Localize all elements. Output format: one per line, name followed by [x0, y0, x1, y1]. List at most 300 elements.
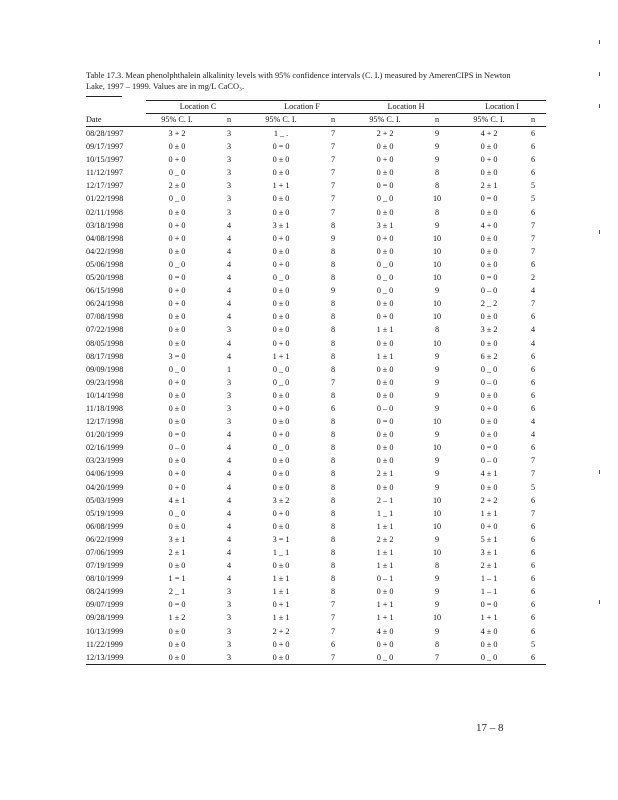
n-cell: 8 [330, 495, 336, 505]
ci-cell: 0 ± 0 [272, 194, 290, 204]
n-cell: 3 [226, 613, 232, 623]
date-cell: 04/06/1999 [86, 469, 124, 479]
ci-cell: 0 ± 0 [168, 403, 186, 413]
ci-cell: 3 ± 1 [480, 548, 498, 557]
n-cell: 8 [330, 456, 336, 466]
n-cell: 4 [226, 299, 232, 309]
ci-cell: 2 ± 2 [376, 534, 394, 544]
n-cell: 6 [530, 613, 536, 623]
n-cell: 10 [432, 312, 442, 322]
ci-cell: 1 ± 1 [376, 561, 394, 571]
n-cell: 8 [330, 390, 336, 400]
n-cell: 10 [432, 443, 442, 453]
n-header: n [208, 114, 250, 127]
ci-cell: 3 + 2 [168, 129, 186, 138]
n-cell: 3 [226, 626, 232, 636]
scan-mark [599, 470, 600, 474]
ci-cell: 0 ± 0 [480, 233, 498, 243]
ci-cell: 0 _ 0 [168, 364, 186, 374]
table-row [86, 415, 546, 428]
date-cell: 06/22/1999 [86, 534, 124, 544]
table-row [86, 140, 546, 153]
n-cell: 6 [530, 259, 536, 269]
ci-cell: 0 _ 0 [376, 259, 394, 269]
n-cell: 6 [520, 651, 546, 665]
table-row [86, 323, 546, 336]
ci-cell: 0 _ 0 [376, 273, 394, 283]
n-cell: 7 [330, 129, 336, 138]
ci-cell: 0 _ 0 [354, 651, 416, 665]
date-cell: 05/06/1998 [86, 259, 124, 269]
n-cell: 5 [530, 639, 536, 649]
ci-cell: 0 ± 0 [168, 390, 186, 400]
ci-cell: 0 + 0 [168, 377, 186, 387]
n-cell: 10 [432, 338, 442, 348]
n-cell: 7 [530, 508, 536, 518]
ci-cell: 0 + 0 [272, 639, 290, 649]
ci-cell: 0 + 0 [168, 469, 186, 479]
ci-cell: 0 + 0 [480, 521, 498, 531]
n-cell: 3 [226, 207, 232, 217]
ci-cell: 2 _ 2 [480, 299, 498, 309]
date-cell: 09/09/1998 [86, 364, 124, 374]
table-row [86, 310, 546, 323]
alkalinity-table-container [86, 100, 546, 665]
ci-cell: 0 _ 0 [168, 194, 186, 204]
n-cell: 6 [530, 495, 536, 505]
n-cell: 8 [434, 325, 440, 335]
ci-cell: 0 ± 0 [168, 338, 186, 348]
ci-cell: 0 + 0 [272, 430, 290, 440]
table-row [86, 598, 546, 611]
ci-cell: 0 ± 0 [376, 587, 394, 597]
n-cell: 6 [530, 548, 536, 557]
table-row [86, 428, 546, 441]
ci-cell: 0 _ 0 [272, 273, 290, 283]
ci-cell: 2 ± 1 [480, 181, 498, 191]
n-cell: 6 [530, 626, 536, 636]
n-header: n [416, 114, 458, 127]
ci-cell: 0 + 0 [272, 233, 290, 243]
n-cell: 4 [226, 482, 232, 492]
table-row [86, 389, 546, 402]
n-cell: 6 [530, 364, 536, 374]
date-cell: 06/08/1999 [86, 521, 124, 531]
ci-cell: 1 + 1 [272, 181, 290, 191]
n-cell: 6 [530, 155, 536, 165]
date-cell: 04/08/1998 [86, 233, 124, 243]
ci-cell: 0 ± 0 [480, 338, 498, 348]
n-cell: 4 [226, 521, 232, 531]
date-cell: 05/03/1999 [86, 495, 124, 505]
n-cell: 6 [530, 168, 536, 178]
ci-cell: 0 + 0 [376, 155, 394, 165]
ci-header: 95% C. I. [250, 114, 312, 127]
n-cell: 5 [530, 194, 536, 204]
n-cell: 6 [530, 587, 536, 597]
date-cell: 07/08/1998 [86, 312, 124, 322]
n-cell: 6 [530, 534, 536, 544]
n-cell: 9 [434, 142, 440, 152]
date-cell: 10/14/1998 [86, 390, 124, 400]
n-cell: 3 [226, 639, 232, 649]
n-cell: 8 [434, 181, 440, 191]
ci-cell: 0 _ 0 [272, 377, 290, 387]
n-cell: 2 [530, 273, 536, 283]
ci-cell: 2 + 2 [480, 495, 498, 505]
date-cell: 09/23/1998 [86, 377, 124, 387]
n-cell: 4 [226, 495, 232, 505]
n-cell: 10 [432, 233, 442, 243]
n-cell: 4 [226, 233, 232, 243]
date-cell: 01/22/1998 [86, 194, 124, 204]
scan-mark [599, 600, 600, 604]
n-cell: 3 [226, 129, 232, 138]
ci-cell: 1 _ 1 [376, 508, 394, 518]
n-cell: 8 [330, 521, 336, 531]
scan-mark [599, 230, 600, 234]
table-row [86, 271, 546, 284]
table-row [86, 192, 546, 205]
n-cell: 8 [330, 325, 336, 335]
date-cell: 01/20/1999 [86, 430, 124, 440]
ci-cell: 0 ± 0 [480, 482, 498, 492]
date-cell: 09/07/1999 [86, 600, 124, 610]
ci-cell: 0 _ 0 [168, 508, 186, 518]
n-cell: 1 [226, 364, 232, 374]
ci-cell: 0 = 0 [480, 600, 498, 610]
n-header: n [312, 114, 354, 127]
ci-cell: 1 ± 1 [376, 521, 394, 531]
table-row [86, 520, 546, 533]
table-row [86, 206, 546, 219]
table-row [86, 350, 546, 363]
n-cell: 3 [226, 600, 232, 610]
n-cell: 7 [530, 246, 536, 256]
n-cell: 8 [330, 220, 336, 230]
ci-cell: 0 ± 0 [168, 325, 186, 335]
n-cell: 3 [226, 194, 232, 204]
n-cell: 6 [330, 403, 336, 413]
n-cell: 3 [226, 168, 232, 178]
n-cell: 4 [226, 469, 232, 479]
n-cell: 10 [432, 299, 442, 309]
n-cell: 7 [330, 181, 336, 191]
n-cell: 9 [434, 534, 440, 544]
date-cell: 10/15/1997 [86, 155, 124, 165]
ci-cell: 0 ± 0 [168, 639, 186, 649]
table-row [86, 507, 546, 520]
ci-cell: 0 ± 0 [168, 312, 186, 322]
ci-cell: 0 + 0 [376, 312, 394, 322]
date-cell: 11/22/1999 [86, 639, 123, 649]
date-cell: 05/20/1998 [86, 273, 124, 283]
n-cell: 3 [226, 403, 232, 413]
location-i-header: Location I [458, 101, 546, 114]
n-cell: 3 [226, 142, 232, 152]
date-cell: 12/17/1998 [86, 417, 124, 427]
ci-cell: 0 – 0 [480, 377, 498, 387]
ci-cell: 1 ± 1 [272, 613, 290, 623]
n-cell: 9 [434, 364, 440, 374]
table-caption: Table 17.3. Mean phenolphthalein alkalinity levels with 95% confidence intervals (C. I.) measured by AmerenCIPS in Newton Lake, 1997 – 1999. Values are in mg/L CaCO₃. [86, 71, 511, 91]
n-cell: 10 [432, 508, 442, 518]
n-cell: 10 [432, 273, 442, 283]
ci-cell: 0 ± 0 [272, 482, 290, 492]
table-row [86, 481, 546, 494]
ci-cell: 0 ± 0 [272, 246, 290, 256]
n-cell: 4 [226, 508, 232, 518]
ci-cell: 5 ± 1 [480, 534, 498, 544]
table-row [86, 232, 546, 245]
date-cell: 07/06/1999 [86, 548, 124, 557]
table-row [86, 638, 546, 651]
n-cell: 4 [226, 534, 232, 544]
n-cell: 8 [330, 338, 336, 348]
n-cell: 7 [330, 207, 336, 217]
ci-cell: 0 _ 0 [480, 364, 498, 374]
n-cell: 7 [330, 168, 336, 178]
n-cell: 8 [330, 574, 336, 584]
n-cell: 6 [530, 600, 536, 610]
ci-cell: 0 ± 0 [376, 430, 394, 440]
n-cell: 8 [434, 561, 440, 571]
ci-cell: 0 + 0 [168, 233, 186, 243]
ci-cell: 0 ± 0 [376, 364, 394, 374]
table-row [86, 153, 546, 166]
ci-cell: 0 = 0 [168, 430, 186, 440]
table-row [86, 258, 546, 271]
n-cell: 8 [434, 168, 440, 178]
n-cell: 4 [226, 259, 232, 269]
n-cell: 6 [530, 129, 536, 138]
table-row [86, 166, 546, 179]
ci-cell: 0 ± 0 [272, 456, 290, 466]
ci-cell: 0 ± 0 [250, 651, 312, 665]
ci-cell: 2 ± 0 [168, 181, 186, 191]
ci-cell: 0 ± 0 [272, 312, 290, 322]
ci-cell: 0 + 0 [272, 338, 290, 348]
n-cell: 8 [330, 364, 336, 374]
ci-cell: 0 ± 0 [272, 155, 290, 165]
n-cell: 10 [432, 548, 442, 557]
n-cell: 6 [530, 142, 536, 152]
ci-cell: 0 ± 0 [480, 168, 498, 178]
date-cell: 08/17/1998 [86, 351, 124, 361]
ci-header: 95% C. I. [146, 114, 208, 127]
date-cell: 10/13/1999 [86, 626, 124, 636]
ci-cell: 0 ± 0 [376, 168, 394, 178]
table-row [86, 284, 546, 297]
date-cell: 02/11/1998 [86, 207, 123, 217]
n-cell: 8 [434, 639, 440, 649]
date-cell: 06/24/1998 [86, 299, 124, 309]
alkalinity-table [86, 100, 546, 665]
n-cell: 8 [330, 508, 336, 518]
n-cell: 3 [226, 325, 232, 335]
ci-cell: 0 ± 0 [168, 417, 186, 427]
date-cell: 06/15/1998 [86, 286, 124, 296]
n-cell: 10 [432, 259, 442, 269]
ci-cell: 0 _ 0 [272, 364, 290, 374]
page-number: 17 – 8 [476, 722, 504, 734]
n-cell: 5 [530, 482, 536, 492]
date-cell: 02/16/1999 [86, 443, 124, 453]
n-cell: 8 [330, 417, 336, 427]
ci-cell: 1 = 1 [168, 574, 186, 584]
date-cell: 08/28/1997 [86, 129, 124, 138]
ci-cell: 0 ± 0 [168, 142, 186, 152]
n-cell: 9 [434, 600, 440, 610]
blank-header [86, 101, 146, 114]
table-row [86, 337, 546, 350]
table-row [86, 572, 546, 585]
ci-cell: 2 ± 1 [480, 561, 498, 571]
n-cell: 3 [226, 417, 232, 427]
date-cell: 05/19/1999 [86, 508, 124, 518]
n-cell: 4 [226, 351, 232, 361]
ci-cell: 0 ± 0 [168, 207, 186, 217]
n-cell: 6 [530, 207, 536, 217]
ci-cell: 0 ± 0 [272, 299, 290, 309]
n-cell: 3 [226, 587, 232, 597]
ci-cell: 2 ± 1 [376, 469, 394, 479]
n-cell: 4 [226, 338, 232, 348]
n-cell: 6 [530, 561, 536, 571]
table-row [86, 376, 546, 389]
ci-cell: 0 _ 0 [458, 651, 520, 665]
ci-cell: 0 ± 0 [376, 377, 394, 387]
ci-cell: 0 ± 0 [376, 246, 394, 256]
n-cell: 4 [226, 220, 232, 230]
n-cell: 6 [530, 521, 536, 531]
date-cell: 07/22/1998 [86, 325, 124, 335]
n-cell: 8 [330, 443, 336, 453]
date-cell: 08/05/1998 [86, 338, 124, 348]
n-cell: 4 [226, 246, 232, 256]
scan-mark [599, 104, 600, 108]
n-cell: 3 [226, 377, 232, 387]
table-row [86, 245, 546, 258]
date-cell: 12/13/1999 [86, 651, 146, 665]
date-cell: 11/18/1998 [86, 403, 123, 413]
n-cell: 7 [530, 233, 536, 243]
n-cell: 7 [530, 469, 536, 479]
n-cell: 4 [226, 273, 232, 283]
ci-cell: 1 + 1 [272, 351, 290, 361]
date-cell: 07/19/1999 [86, 561, 124, 571]
ci-cell: 0 ± 0 [272, 168, 290, 178]
date-cell: 09/28/1999 [86, 613, 124, 623]
date-cell: 08/24/1999 [86, 587, 124, 597]
n-cell: 4 [226, 548, 232, 557]
ci-cell: 0 + 0 [272, 508, 290, 518]
n-cell: 4 [226, 574, 232, 584]
date-cell: 12/17/1997 [86, 181, 124, 191]
n-cell: 9 [434, 574, 440, 584]
ci-cell: 1 + 1 [376, 613, 394, 623]
n-header: n [520, 114, 546, 127]
ci-cell: 4 + 2 [480, 129, 498, 138]
ci-cell: 0 + 0 [272, 259, 290, 269]
ci-cell: 0 ± 0 [480, 417, 498, 427]
ci-cell: 0 ± 0 [146, 651, 208, 665]
table-row [86, 402, 546, 415]
ci-cell: 0 ± 0 [480, 639, 498, 649]
n-cell: 4 [226, 443, 232, 453]
ci-cell: 0 = 0 [168, 600, 186, 610]
n-cell: 4 [226, 430, 232, 440]
table-row [86, 297, 546, 310]
n-cell: 7 [530, 456, 536, 466]
scan-mark [599, 72, 600, 76]
table-row [86, 625, 546, 638]
n-cell: 9 [434, 626, 440, 636]
table-row [86, 219, 546, 232]
ci-cell: 2 – 1 [376, 495, 394, 505]
n-cell: 8 [330, 351, 336, 361]
ci-cell: 0 _ 0 [272, 443, 290, 453]
ci-cell: 0 _ 0 [168, 168, 186, 178]
date-header: Date [86, 114, 146, 127]
n-cell: 9 [434, 286, 440, 296]
table-row [86, 179, 546, 192]
ci-cell: 0 – 0 [480, 456, 498, 466]
date-cell: 08/10/1999 [86, 574, 124, 584]
table-row [86, 363, 546, 376]
ci-cell: 0 ± 0 [168, 626, 186, 636]
n-cell: 9 [330, 286, 336, 296]
ci-cell: 0 = 0 [376, 181, 394, 191]
ci-cell: 2 + 2 [272, 626, 290, 636]
caption-rule [86, 96, 122, 97]
ci-cell: 0 = 0 [480, 273, 498, 283]
n-cell: 7 [330, 377, 336, 387]
ci-cell: 1 – 1 [480, 587, 498, 597]
ci-cell: 0 = 0 [272, 142, 290, 152]
ci-cell: 0 ± 0 [480, 390, 498, 400]
ci-cell: 3 = 0 [168, 351, 186, 361]
n-cell: 6 [530, 443, 536, 453]
n-cell: 10 [432, 194, 442, 204]
ci-cell: 0 ± 0 [272, 521, 290, 531]
n-cell: 8 [330, 312, 336, 322]
ci-cell: 1 + 1 [480, 613, 498, 623]
ci-cell: 2 + 2 [376, 129, 394, 138]
n-cell: 6 [330, 639, 336, 649]
table-body [86, 127, 546, 665]
ci-cell: 0 + 0 [376, 233, 394, 243]
n-cell: 6 [530, 574, 536, 584]
n-cell: 3 [226, 181, 232, 191]
n-cell: 9 [434, 220, 440, 230]
location-f-header: Location F [250, 101, 354, 114]
table-row [86, 533, 546, 546]
table-row [86, 651, 546, 665]
ci-cell: 0 – 0 [376, 403, 394, 413]
table-row [86, 454, 546, 467]
ci-cell: 2 ± 1 [168, 548, 186, 557]
ci-cell: 0 ± 0 [376, 338, 394, 348]
ci-cell: 0 ± 0 [376, 142, 394, 152]
date-cell: 09/17/1997 [86, 142, 124, 152]
n-cell: 9 [434, 351, 440, 361]
ci-cell: 0 ± 0 [480, 430, 498, 440]
n-cell: 9 [434, 155, 440, 165]
n-cell: 4 [226, 456, 232, 466]
n-cell: 9 [434, 587, 440, 597]
ci-cell: 0 + 0 [168, 482, 186, 492]
